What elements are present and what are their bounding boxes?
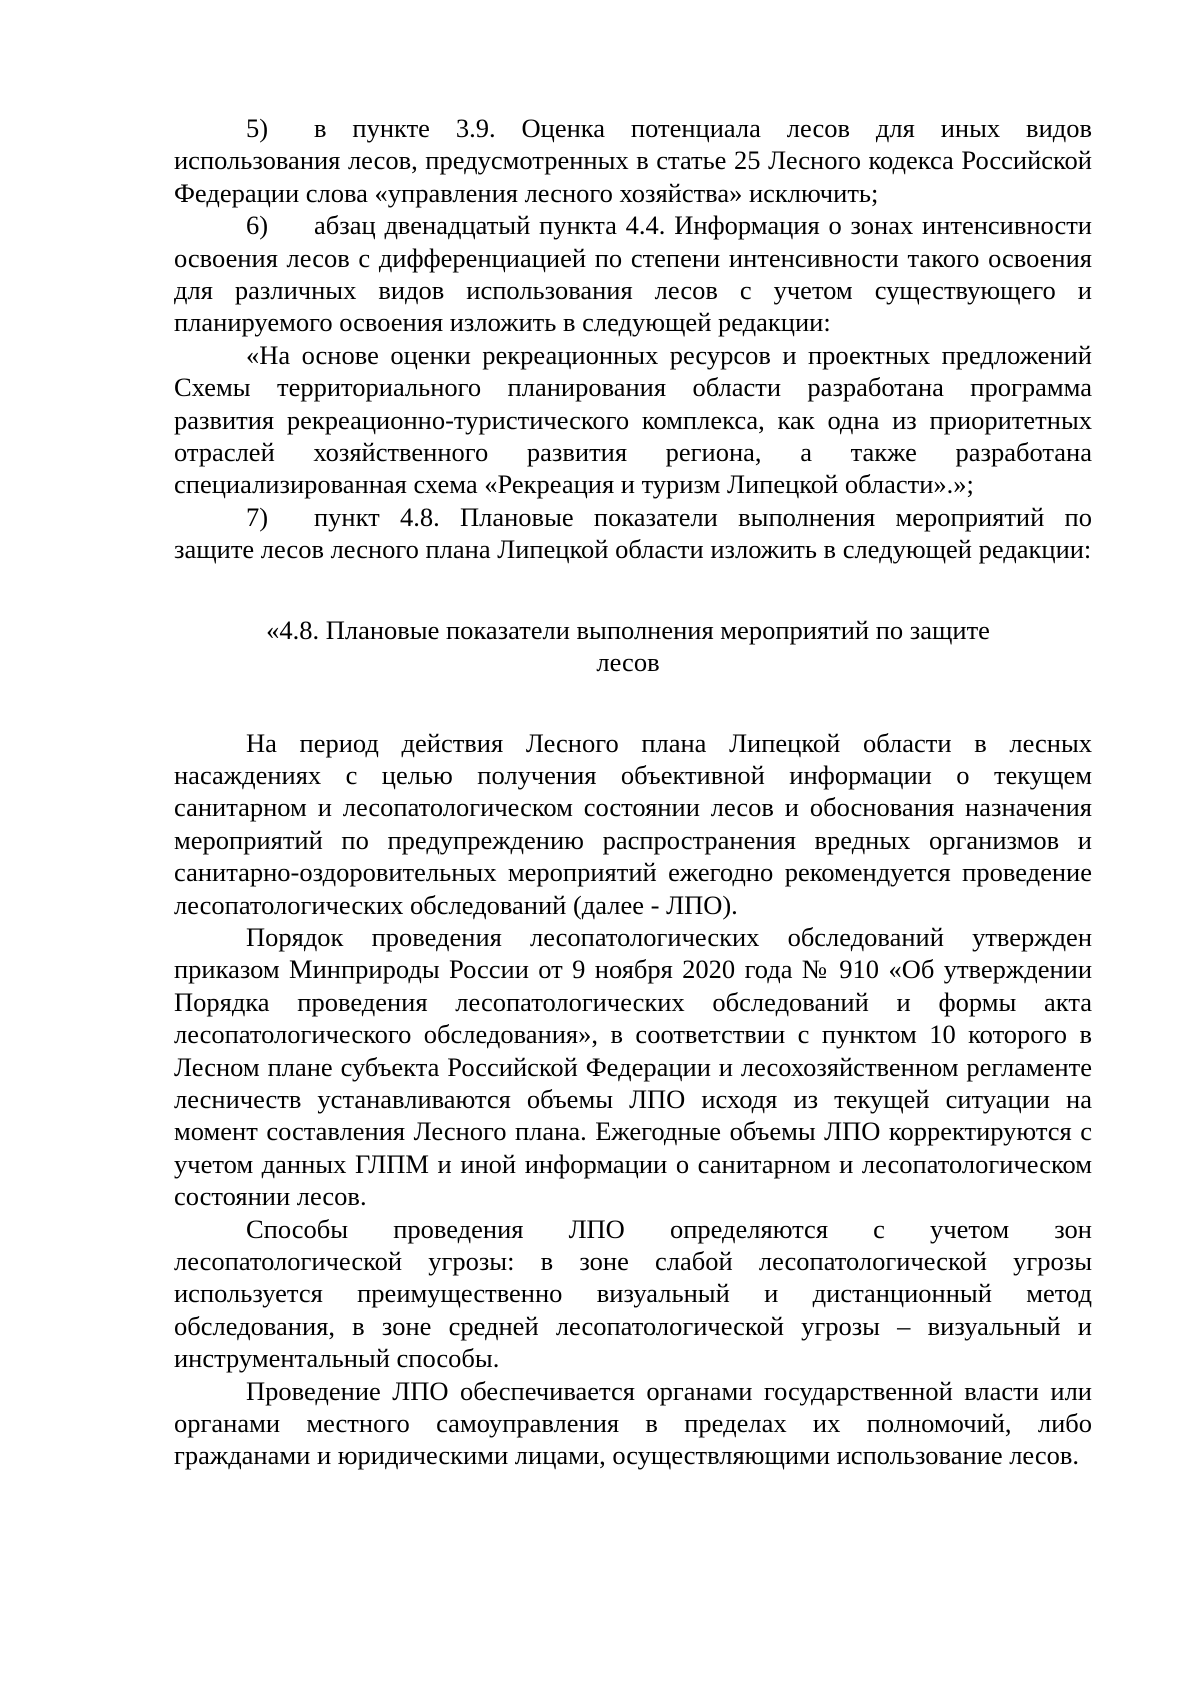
heading-line-2: лесов bbox=[596, 647, 660, 678]
quoted-paragraph bbox=[174, 339, 1092, 501]
spacer bbox=[174, 679, 1092, 727]
item-text: абзац двенадцатый пункта 4.4. Информация о зонах интенсивности освоения лесов с дифференциацией по степени интенсивности такого освоения для различных видов использования лесов с учетом существующего и планируемого освоения изложить в следующей редакции: bbox=[174, 210, 1092, 338]
item-number: 6) bbox=[246, 210, 269, 241]
item-text: в пункте 3.9. Оценка потенциала лесов для иных видов использования лесов, предусмотренных в статье 25 Лесного кодекса Российской Федерации слова «управления лесного хозяйства» исключить; bbox=[174, 113, 1092, 208]
amendment-item-7 bbox=[174, 501, 1092, 566]
amendment-item-6 bbox=[174, 209, 1092, 339]
amendment-item-5 bbox=[174, 112, 1092, 209]
body-paragraph-1: На период действия Лесного плана Липецкой области в лесных насаждениях с целью получения объективной информации о текущем санитарном и лесопатологическом состоянии лесов и обоснования назначения мероприятий по предупреждению распространения вредных организмов и санитарно-оздоровительных мероприятий ежегодно рекомендуется проведение лесопатологических обследований (далее - ЛПО). bbox=[174, 727, 1092, 920]
document-page bbox=[174, 112, 1092, 1472]
spacer bbox=[174, 566, 1092, 614]
item-number: 5) bbox=[246, 113, 269, 143]
body-paragraph-2: Порядок проведения лесопатологических обследований утвержден приказом Минприроды России от 9 ноября 2020 года № 910 «Об утверждении Порядка проведения лесопатологических обследований и формы акта лесопатологического обследования», в соответствии с пунктом 10 которого в Лесном плане субъекта Российской Федерации и лесохозяйственном регламенте лесничеств устанавливаются объемы ЛПО исходя из текущей ситуации на момент составления Лесного плана. Ежегодные объемы ЛПО корректируются с учетом данных ГЛПМ и иной информации о санитарном и лесопатологическом состоянии лесов. bbox=[174, 921, 1092, 1212]
item-number: 7) bbox=[246, 501, 269, 532]
body-paragraph-3: Способы проведения ЛПО определяются с учетом зон лесопатологической угрозы: в зоне слабой лесопатологической угрозы используется преимущественно визуальный и дистанционный метод обследования, в зоне средней лесопатологической угрозы – визуальный и инструментальный способы. bbox=[174, 1213, 1092, 1374]
quoted-text: «На основе оценки рекреационных ресурсов и проектных предложений Схемы территориального планирования области разработана программа развития рекреационно-туристического комплекса, как одна из приоритетных отраслей хозяйственного развития региона, а также разработана специализированная схема «Рекреация и туризм Липецкой области».»; bbox=[174, 339, 1092, 500]
body-paragraph-4: Проведение ЛПО обеспечивается органами государственной власти или органами местного самоуправления в пределах их полномочий, либо гражданами и юридическими лицами, осуществляющими использование лесов. bbox=[174, 1375, 1092, 1471]
section-heading bbox=[174, 614, 1092, 679]
item-text: пункт 4.8. Плановые показатели выполнения мероприятий по защите лесов лесного плана Липецкой области изложить в следующей редакции: bbox=[174, 501, 1092, 565]
heading-line-1: «4.8. Плановые показатели выполнения мероприятий по защите bbox=[266, 614, 990, 645]
